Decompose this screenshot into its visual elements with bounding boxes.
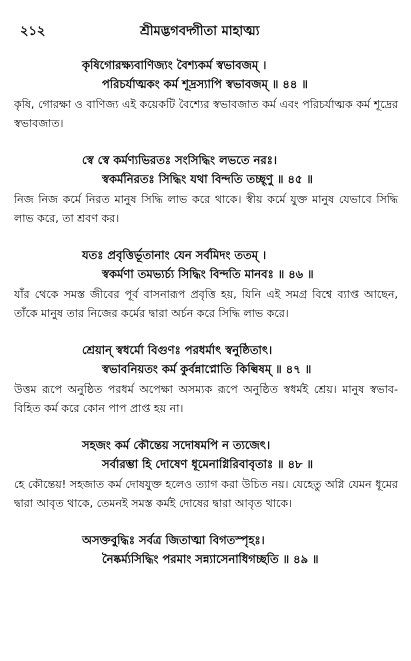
page-content — [14, 56, 398, 572]
verse-47 — [14, 341, 398, 418]
verse-46 — [14, 246, 398, 323]
sloka-line-1: স্বে স্বে কর্মণ্যভিরতঃ সংসিদ্ধিং লভতে নরঃ। — [82, 153, 277, 167]
sloka-line-2: পরিচর্যাত্মকং কর্ম শূদ্রস্যাপি স্বভাবজম্ ॥ ৪৪ ॥ — [102, 77, 308, 91]
translation: উত্তম রূপে অনুষ্ঠিত পরধর্ম অপেক্ষা অসম্যক রূপে অনুষ্ঠিত স্বধর্মই শ্রেয়। মানুষ স্বভাব-বিহিত কর্ম করে কোন পাপ প্রাপ্ত হয় না। — [14, 383, 398, 415]
sloka-line-2: স্বভাবনিয়তং কর্ম কুর্বন্নাপ্নোতি কিল্বিষম্ ॥ ৪৭ ॥ — [102, 362, 312, 376]
sloka-line-2: স্বকর্মণা তমভ্যর্চ্য সিদ্ধিং বিন্দতি মানবঃ ॥ ৪৬ ॥ — [102, 267, 314, 281]
page-number: ২১২ — [20, 24, 46, 39]
sloka-line-1: শ্রেয়ান্ স্বধর্মো বিগুণঃ পরধর্মাৎ স্বনুষ্ঠিতাৎ। — [82, 343, 273, 357]
sloka-line-1: অসক্তবুদ্ধিঃ সর্বত্র জিতাত্মা বিগতস্পৃহঃ। — [82, 533, 265, 547]
translation: নিজ নিজ কর্মে নিরত মানুষ সিদ্ধি লাভ করে থাকে। স্বীয় কর্মে যুক্ত মানুষ যেভাবে সিদ্ধি লাভ করে, তা শ্রবণ কর। — [14, 193, 398, 225]
verse-49 — [14, 531, 398, 569]
sloka-line-2: স্বকর্মনিরতঃ সিদ্ধিং যথা বিন্দতি তচ্ছৃণু ॥ ৪৫ ॥ — [102, 172, 313, 186]
translation: হে কৌন্তেয়! সহজাত কর্ম দোষযুক্ত হলেও ত্যাগ করা উচিত নয়। যেহেতু অগ্নি যেমন ধূমের দ্বারা আবৃত থাকে, তেমনই সমস্ত কর্মই দোষের দ্বারা আবৃত থাকে। — [14, 478, 398, 510]
verse-45 — [14, 151, 398, 228]
sloka-line-1: যতঃ প্রবৃত্তির্ভূতানাং যেন সর্বমিদং ততম্ । — [82, 248, 267, 262]
translation: যাঁর থেকে সমস্ত জীবের পূর্ব বাসনারূপ প্রবৃত্তি হয়, যিনি এই সমগ্র বিশ্বে ব্যাপ্ত আছেন, তাঁকে মানুষ তার নিজের কর্মের দ্বারা অর্চন করে সিদ্ধি লাভ করে। — [14, 288, 398, 320]
verse-44 — [14, 56, 398, 133]
sloka-line-1: সহজং কর্ম কৌন্তেয় সদোষমপি ন ত্যজেৎ। — [82, 438, 271, 452]
page-header — [20, 22, 391, 40]
sloka-line-2: সর্বারম্ভা হি দোষেণ ধূমেনাগ্নিরিবাবৃতাঃ ॥ ৪৮ ॥ — [102, 457, 314, 471]
translation: কৃষি, গোরক্ষা ও বাণিজ্য এই কয়েকটি বৈশ্যের স্বভাবজাত কর্ম এবং পরিচর্যাত্মক কর্ম শূদ্রের স্বভাবজাত। — [14, 98, 398, 130]
running-title: শ্রীমদ্ভগবদ্গীতা মাহাত্ম্য — [140, 24, 260, 39]
verse-48 — [14, 436, 398, 513]
sloka-line-1: কৃষিগোরক্ষ্যবাণিজ্যং বৈশ্যকর্ম স্বভাবজম্ । — [82, 58, 267, 72]
sloka-line-2: নৈষ্কর্ম্যসিদ্ধিং পরমাং সন্ন্যাসেনাধিগচ্ছতি ॥ ৪৯ ॥ — [102, 552, 319, 566]
